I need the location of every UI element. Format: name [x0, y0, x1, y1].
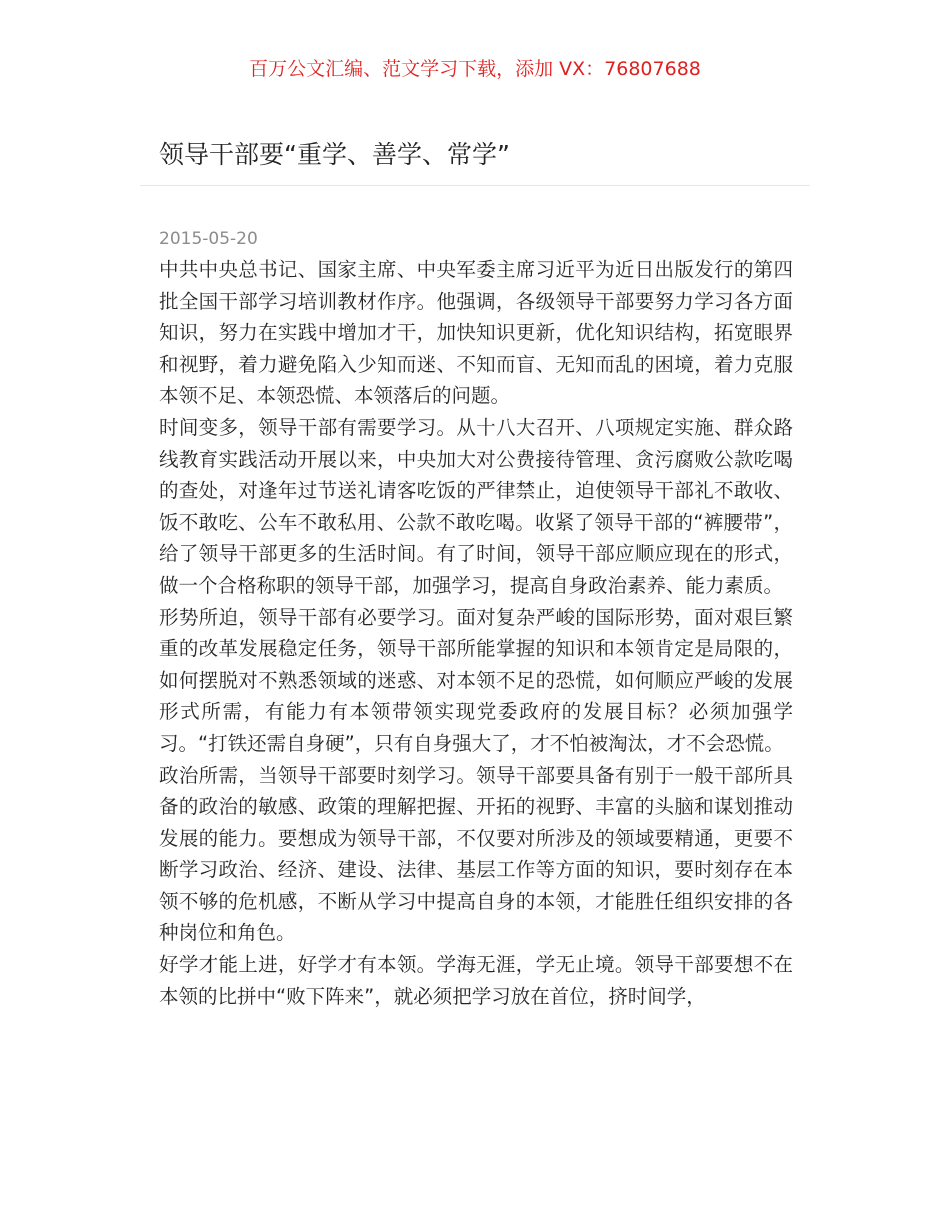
article-title: 领导干部要“重学、善学、常学”	[159, 140, 510, 169]
article-body	[159, 254, 793, 1012]
paragraph-5: 好学才能上进，好学才有本领。学海无涯，学无止境。领导干部要想不在本领的比拼中“败下阵来”，就必须把学习放在首位，挤时间学，	[159, 953, 793, 1008]
paragraph-4: 政治所需，当领导干部要时刻学习。领导干部要具备有别于一般干部所具备的政治的敏感、政策的理解把握、开拓的视野、丰富的头脑和谋划推动发展的能力。要想成为领导干部，不仅要对所涉及的领域要精通，更要不断学习政治、经济、建设、法律、基层工作等方面的知识，要时刻存在本领不够的危机感，不断从学习中提高自身的本领，才能胜任组织安排的各种岗位和角色。	[159, 763, 793, 945]
publish-date: 2015-05-20	[159, 229, 258, 249]
watermark-banner: 百万公文汇编、范文学习下载，添加 VX：76807688	[249, 58, 701, 80]
paragraph-3: 形势所迫，领导干部有必要学习。面对复杂严峻的国际形势，面对艰巨繁重的改革发展稳定任务，领导干部所能掌握的知识和本领肯定是局限的，如何摆脱对不熟悉领域的迷惑、对本领不足的恐慌，如何顺应严峻的发展形式所需，有能力有本领带领实现党委政府的发展目标？必须加强学习。“打铁还需自身硬”，只有自身强大了，才不怕被淘汰，才不会恐慌。	[159, 605, 793, 755]
paragraph-1: 中共中央总书记、国家主席、中央军委主席习近平为近日出版发行的第四批全国干部学习培训教材作序。他强调，各级领导干部要努力学习各方面知识，努力在实践中增加才干，加快知识更新，优化知识结构，拓宽眼界和视野，着力避免陷入少知而迷、不知而盲、无知而乱的困境，着力克服本领不足、本领恐慌、本领落后的问题。	[159, 258, 793, 408]
paragraph-2: 时间变多，领导干部有需要学习。从十八大召开、八项规定实施、群众路线教育实践活动开展以来，中央加大对公费接待管理、贪污腐败公款吃喝的查处，对逢年过节送礼请客吃饭的严律禁止，迫使领导干部礼不敢收、饭不敢吃、公车不敢私用、公款不敢吃喝。收紧了领导干部的“裤腰带”，给了领导干部更多的生活时间。有了时间，领导干部应顺应现在的形式，做一个合格称职的领导干部，加强学习，提高自身政治素养、能力素质。	[159, 415, 793, 597]
title-divider	[140, 185, 810, 186]
